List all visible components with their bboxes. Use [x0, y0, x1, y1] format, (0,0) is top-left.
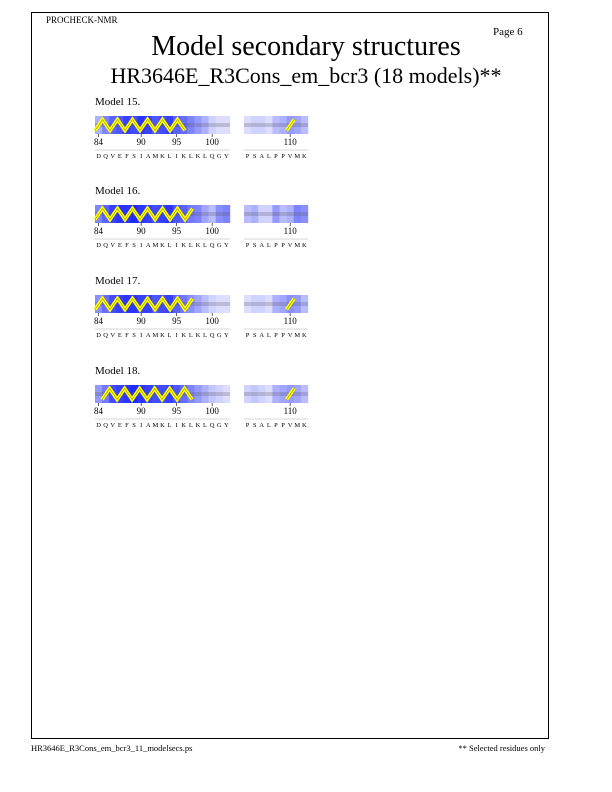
residue-shade-cell: [301, 385, 308, 403]
residue-letter: K: [160, 153, 165, 160]
residue-shade-cell: [244, 205, 251, 223]
residue-shade-cell: [287, 205, 294, 223]
residue-letter: K: [301, 242, 307, 249]
residue-letter: A: [145, 422, 151, 429]
model-block: [90, 275, 320, 355]
residue-shade-cell: [216, 116, 223, 134]
residue-letter: M: [294, 153, 301, 160]
residue-letter: Q: [103, 332, 109, 339]
residue-letter: L: [167, 153, 172, 160]
footer-filename: HR3646E_R3Cons_em_bcr3_11_modelsecs.ps: [31, 743, 193, 753]
residue-letter: P: [245, 332, 250, 339]
residue-shade-cell: [209, 205, 216, 223]
residue-letter: K: [160, 242, 165, 249]
residue-letter: L: [167, 242, 172, 249]
residue-shade-cell: [251, 385, 258, 403]
residue-letter: V: [287, 332, 293, 339]
residue-letter: I: [140, 332, 143, 339]
residue-letter: P: [281, 153, 285, 160]
residue-letter: A: [145, 332, 151, 339]
residue-letter: P: [274, 153, 278, 160]
residue-letter: L: [188, 153, 193, 160]
residue-letter: A: [259, 422, 265, 429]
footer-note: ** Selected residues only: [458, 743, 545, 753]
residue-shade-cell: [223, 385, 230, 403]
sequence-segment: [244, 205, 308, 249]
residue-letter: Q: [209, 422, 215, 429]
residue-letter: L: [167, 332, 172, 339]
residue-letter: P: [245, 242, 250, 249]
sequence-segment: [94, 385, 230, 429]
tick-label: 110: [283, 406, 297, 416]
residue-letter: V: [287, 422, 293, 429]
tick-label: 90: [136, 226, 146, 236]
model-label: Model 16.: [95, 185, 141, 197]
tick-label: 90: [136, 406, 146, 416]
page-number: Page 6: [493, 26, 523, 38]
residue-letter: V: [110, 153, 116, 160]
residue-letter: L: [203, 332, 208, 339]
sequence-segment: [244, 116, 308, 160]
residue-shade-cell: [251, 205, 258, 223]
residue-letter: I: [140, 153, 143, 160]
model-label: Model 15.: [95, 96, 141, 108]
residue-shade-cell: [187, 116, 194, 134]
residue-letter: P: [274, 422, 278, 429]
secondary-structure-plot: [90, 291, 320, 347]
residue-letter: M: [152, 332, 159, 339]
residue-letter: K: [181, 422, 187, 429]
residue-letter: S: [252, 242, 257, 249]
residue-letter: L: [266, 422, 271, 429]
residue-letter: E: [117, 153, 122, 160]
tick-label: 90: [136, 316, 146, 326]
tick-label: 100: [205, 406, 219, 416]
residue-letter: I: [175, 332, 178, 339]
residue-shade-cell: [202, 205, 209, 223]
tick-label: 95: [172, 316, 182, 326]
residue-letter: L: [188, 242, 193, 249]
residue-letter: I: [140, 242, 143, 249]
residue-shade-cell: [272, 116, 279, 134]
residue-shade-cell: [202, 116, 209, 134]
residue-letter: E: [117, 242, 122, 249]
residue-letter: P: [281, 242, 285, 249]
residue-letter: A: [145, 242, 151, 249]
residue-letter: M: [294, 422, 301, 429]
residue-letter: L: [266, 153, 271, 160]
model-block: [90, 365, 320, 445]
residue-shade-cell: [272, 205, 279, 223]
residue-letter: L: [266, 332, 271, 339]
residue-shade-cell: [272, 295, 279, 313]
residue-shade-cell: [280, 205, 287, 223]
residue-letter: S: [252, 332, 257, 339]
residue-shade-cell: [272, 385, 279, 403]
tick-label: 110: [283, 316, 297, 326]
residue-letter: I: [175, 153, 178, 160]
residue-shade-cell: [216, 295, 223, 313]
program-name: PROCHECK-NMR: [46, 15, 118, 25]
tick-label: 95: [172, 406, 182, 416]
residue-shade-cell: [251, 295, 258, 313]
residue-shade-cell: [258, 116, 265, 134]
residue-letter: K: [195, 153, 201, 160]
residue-shade-cell: [265, 116, 272, 134]
residue-shade-cell: [301, 295, 308, 313]
tick-label: 84: [94, 406, 104, 416]
tick-label: 84: [94, 137, 104, 147]
residue-shade-cell: [209, 295, 216, 313]
tick-label: 100: [205, 316, 219, 326]
residue-shade-cell: [244, 295, 251, 313]
tick-label: 90: [136, 137, 146, 147]
residue-letter: S: [132, 332, 136, 339]
residue-letter: F: [125, 332, 129, 339]
page-subtitle: HR3646E_R3Cons_em_bcr3 (18 models)**: [110, 63, 502, 88]
residue-letter: A: [145, 153, 151, 160]
residue-letter: F: [125, 422, 129, 429]
residue-letter: Q: [103, 422, 109, 429]
residue-letter: M: [152, 422, 159, 429]
residue-shade-cell: [294, 116, 301, 134]
residue-letter: E: [117, 332, 122, 339]
residue-shade-cell: [202, 385, 209, 403]
residue-letter: K: [181, 153, 187, 160]
residue-letter: D: [96, 153, 101, 160]
residue-letter: Y: [223, 422, 229, 429]
tick-label: 95: [172, 137, 182, 147]
residue-letter: L: [203, 422, 208, 429]
residue-shade-cell: [265, 385, 272, 403]
sequence-segment: [244, 295, 308, 339]
tick-label: 100: [205, 137, 219, 147]
residue-letter: K: [181, 242, 187, 249]
residue-letter: Y: [223, 153, 229, 160]
residue-letter: L: [203, 242, 208, 249]
sequence-segment: [244, 385, 308, 429]
residue-letter: G: [216, 153, 222, 160]
residue-letter: Q: [103, 242, 109, 249]
sequence-segment: [94, 205, 230, 249]
residue-letter: Y: [223, 242, 229, 249]
residue-letter: P: [281, 422, 285, 429]
residue-letter: L: [266, 242, 271, 249]
residue-shade-cell: [244, 385, 251, 403]
residue-letter: P: [245, 153, 250, 160]
residue-shade-cell: [265, 295, 272, 313]
tick-label: 110: [283, 137, 297, 147]
residue-shade-cell: [216, 385, 223, 403]
residue-shade-cell: [95, 385, 102, 403]
residue-letter: M: [152, 153, 159, 160]
residue-shade-cell: [280, 295, 287, 313]
model-label: Model 18.: [95, 365, 141, 377]
residue-shade-cell: [194, 205, 201, 223]
residue-shade-cell: [209, 385, 216, 403]
secondary-structure-plot: [90, 112, 320, 168]
residue-letter: D: [96, 332, 101, 339]
secondary-structure-plot: [90, 201, 320, 257]
residue-letter: V: [110, 422, 116, 429]
residue-letter: S: [132, 153, 136, 160]
tick-label: 100: [205, 226, 219, 236]
residue-letter: M: [294, 242, 301, 249]
residue-letter: G: [216, 242, 222, 249]
residue-letter: G: [216, 332, 222, 339]
residue-letter: S: [252, 422, 257, 429]
residue-shade-cell: [209, 116, 216, 134]
residue-letter: M: [294, 332, 301, 339]
residue-letter: K: [160, 422, 165, 429]
residue-letter: K: [195, 422, 201, 429]
secondary-structure-plot: [90, 381, 320, 437]
residue-letter: K: [301, 332, 307, 339]
residue-letter: L: [188, 422, 193, 429]
residue-letter: I: [175, 242, 178, 249]
residue-shade-cell: [223, 295, 230, 313]
model-block: [90, 185, 320, 265]
residue-shade-cell: [258, 295, 265, 313]
residue-shade-cell: [194, 385, 201, 403]
residue-shade-cell: [258, 205, 265, 223]
residue-letter: P: [245, 422, 250, 429]
residue-letter: Q: [209, 242, 215, 249]
residue-letter: Y: [223, 332, 229, 339]
residue-letter: A: [259, 242, 265, 249]
residue-letter: P: [281, 332, 285, 339]
residue-letter: Q: [209, 332, 215, 339]
model-block: [90, 96, 320, 176]
residue-shade-cell: [244, 116, 251, 134]
residue-letter: K: [301, 422, 307, 429]
residue-letter: V: [110, 332, 116, 339]
residue-letter: V: [287, 153, 293, 160]
residue-shade-cell: [258, 385, 265, 403]
tick-label: 84: [94, 226, 104, 236]
residue-letter: F: [125, 242, 129, 249]
residue-letter: S: [132, 422, 136, 429]
residue-letter: Q: [209, 153, 215, 160]
residue-letter: V: [110, 242, 116, 249]
residue-letter: I: [140, 422, 143, 429]
residue-letter: P: [274, 242, 278, 249]
residue-letter: D: [96, 422, 101, 429]
residue-letter: E: [117, 422, 122, 429]
residue-letter: S: [132, 242, 136, 249]
residue-shade-cell: [223, 205, 230, 223]
residue-shade-cell: [194, 116, 201, 134]
residue-letter: Q: [103, 153, 109, 160]
residue-shade-cell: [223, 116, 230, 134]
residue-letter: K: [181, 332, 187, 339]
page-title: Model secondary structures: [151, 31, 461, 62]
residue-letter: S: [252, 153, 257, 160]
residue-shade-cell: [202, 295, 209, 313]
residue-letter: F: [125, 153, 129, 160]
residue-letter: D: [96, 242, 101, 249]
residue-letter: G: [216, 422, 222, 429]
tick-label: 84: [94, 316, 104, 326]
residue-shade-cell: [265, 205, 272, 223]
residue-letter: M: [152, 242, 159, 249]
residue-shade-cell: [294, 205, 301, 223]
residue-letter: K: [301, 153, 307, 160]
residue-shade-cell: [301, 205, 308, 223]
residue-letter: A: [259, 332, 265, 339]
residue-shade-cell: [301, 116, 308, 134]
residue-shade-cell: [280, 385, 287, 403]
residue-shade-cell: [280, 116, 287, 134]
tick-label: 110: [283, 226, 297, 236]
residue-shade-cell: [216, 205, 223, 223]
residue-shade-cell: [194, 295, 201, 313]
sequence-segment: [94, 295, 230, 339]
residue-letter: A: [259, 153, 265, 160]
residue-letter: V: [287, 242, 293, 249]
residue-letter: P: [274, 332, 278, 339]
sequence-segment: [94, 116, 230, 160]
residue-letter: K: [195, 332, 201, 339]
residue-letter: L: [167, 422, 172, 429]
residue-shade-cell: [294, 295, 301, 313]
residue-shade-cell: [294, 385, 301, 403]
tick-label: 95: [172, 226, 182, 236]
model-label: Model 17.: [95, 275, 141, 287]
residue-letter: I: [175, 422, 178, 429]
residue-letter: L: [188, 332, 193, 339]
residue-letter: K: [195, 242, 201, 249]
residue-letter: L: [203, 153, 208, 160]
residue-letter: K: [160, 332, 165, 339]
residue-shade-cell: [251, 116, 258, 134]
